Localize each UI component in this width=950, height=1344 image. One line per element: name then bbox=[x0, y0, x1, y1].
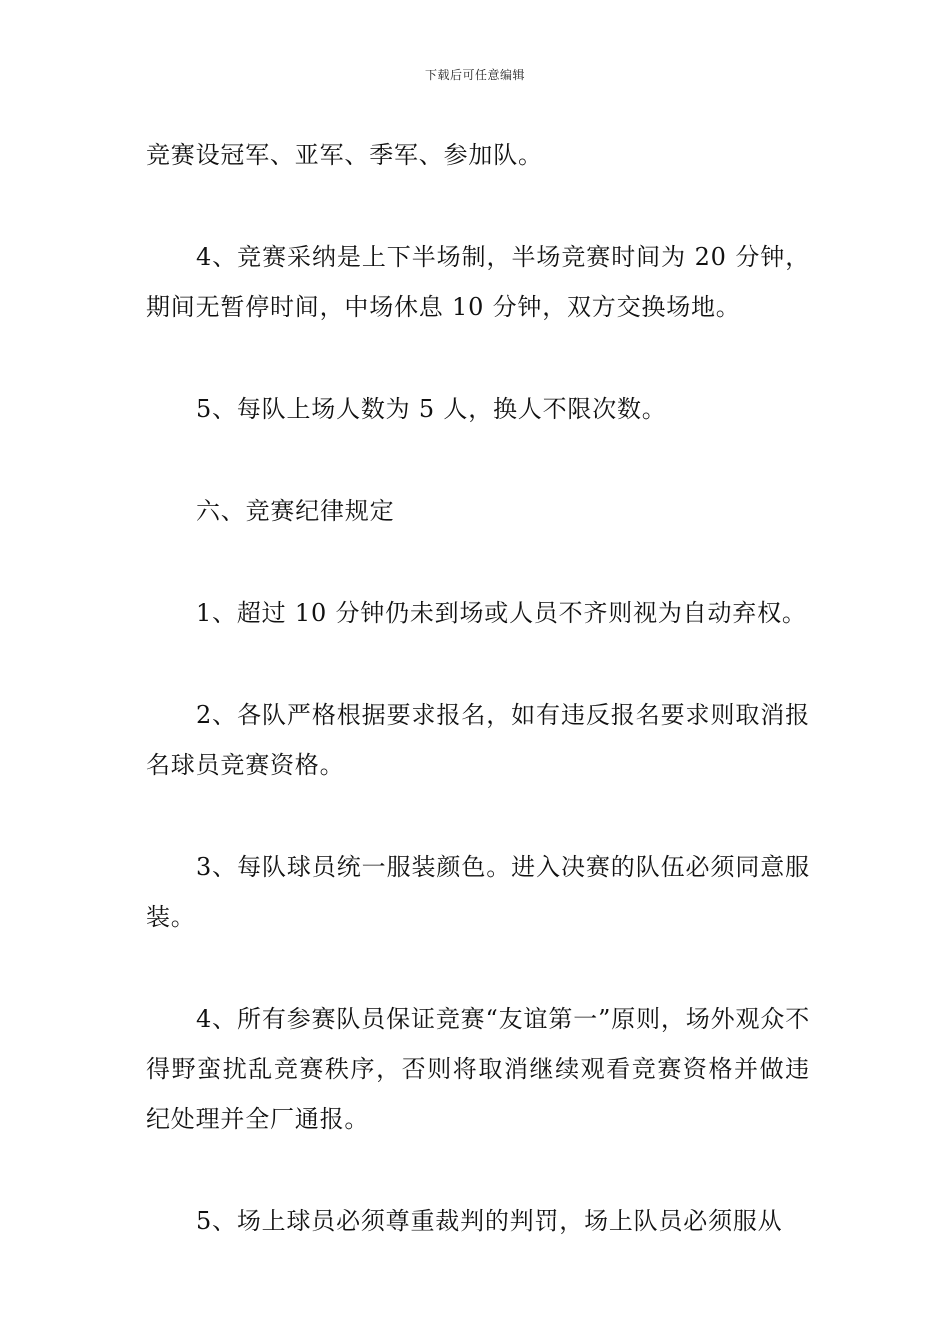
page-header-note: 下载后可任意编辑 bbox=[424, 68, 525, 82]
paragraph-rule-4-match-format: 4、竞赛采纳是上下半场制，半场竞赛时间为 20 分钟，期间无暂停时间，中场休息 10 分钟，双方交换场地。 bbox=[146, 243, 810, 321]
paragraph-awards: 竞赛设冠军、亚军、季军、参加队。 bbox=[146, 141, 543, 169]
paragraph-discipline-2: 2、各队严格根据要求报名，如有违反报名要求则取消报名球员竞赛资格。 bbox=[146, 701, 810, 779]
paragraph-discipline-5: 5、场上球员必须尊重裁判的判罚，场上队员必须服从 bbox=[196, 1207, 783, 1235]
paragraph-discipline-3: 3、每队球员统一服装颜色。进入决赛的队伍必须同意服装。 bbox=[146, 853, 810, 931]
paragraph-discipline-4: 4、所有参赛队员保证竞赛“友谊第一”原则，场外观众不得野蛮扰乱竞赛秩序，否则将取消继续观看竞赛资格并做违纪处理并全厂通报。 bbox=[146, 1005, 810, 1133]
paragraph-discipline-1: 1、超过 10 分钟仍未到场或人员不齐则视为自动弃权。 bbox=[196, 599, 807, 627]
document-body bbox=[146, 130, 810, 1298]
paragraph-rule-5-players: 5、每队上场人数为 5 人，换人不限次数。 bbox=[196, 395, 667, 423]
section-heading-discipline: 六、竞赛纪律规定 bbox=[196, 497, 395, 525]
